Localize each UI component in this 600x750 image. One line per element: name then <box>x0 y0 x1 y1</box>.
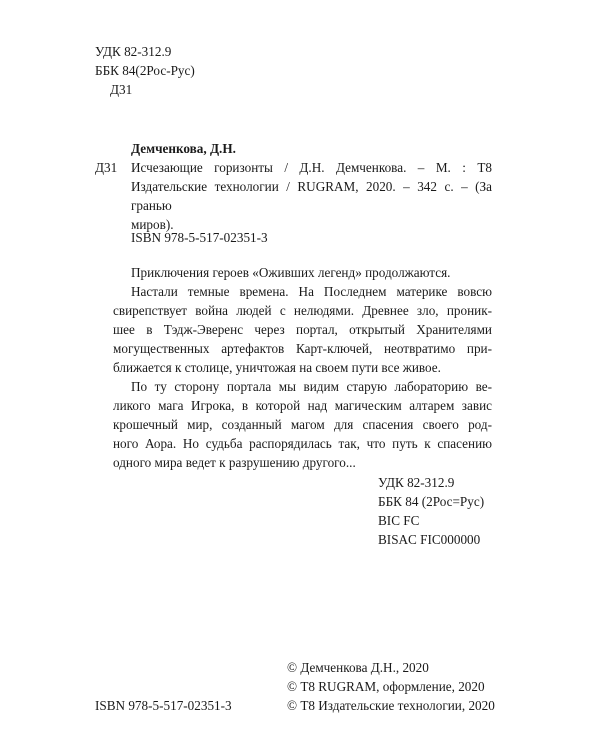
author-mark: Д31 <box>95 160 118 175</box>
annotation-line: могущественных артефактов Карт-ключей, неотвратимо при- <box>113 341 492 356</box>
annotation-paragraph-3 <box>113 377 492 472</box>
annotation-line: свирепствует война людей с нелюдями. Древнее зло, проник- <box>113 303 492 318</box>
description-line: Издательские технологии / RUGRAM, 2020. – 342 с. – (За гранью <box>131 179 492 213</box>
annotation-paragraph-1: Приключения героев «Оживших легенд» продолжаются. <box>131 265 451 280</box>
copyright-author: © Демченкова Д.Н., 2020 <box>287 660 429 675</box>
author-mark-top: Д31 <box>110 82 133 97</box>
annotation-line: Настали темные времена. На Последнем материке вовсю <box>131 284 492 299</box>
copyright-publisher: © Т8 Издательские технологии, 2020 <box>287 698 495 713</box>
author-name: Демченкова, Д.Н. <box>131 141 236 156</box>
annotation-line: шее в Тэдж-Эверенс через портал, открытый Хранителями <box>113 322 492 337</box>
annotation-line: ного Аора. Но судьба распорядилась так, что путь к спасению <box>113 436 492 451</box>
bibliographic-description <box>131 158 492 234</box>
annotation-line: ближается к столице, уничтожая на своем пути все живое. <box>113 360 441 375</box>
udk-code: УДК 82-312.9 <box>378 475 455 490</box>
bbk-code: ББК 84 (2Рос=Рус) <box>378 494 485 509</box>
isbn-footer: ISBN 978-5-517-02351-3 <box>95 698 232 713</box>
annotation-line: одного мира ведет к разрушению другого... <box>113 455 356 470</box>
description-line: Исчезающие горизонты / Д.Н. Демченкова. – М. : Т8 <box>131 160 492 175</box>
udk-code-top: УДК 82-312.9 <box>95 44 172 59</box>
annotation-line: ликого мага Игрока, в которой над магическим алтарем завис <box>113 398 492 413</box>
annotation-paragraph-2 <box>113 282 492 377</box>
copyright-design: © Т8 RUGRAM, оформление, 2020 <box>287 679 485 694</box>
annotation-line: крошечный мир, созданный магом для спасения своего род- <box>113 417 492 432</box>
bbk-code-top: ББК 84(2Рос-Рус) <box>95 63 195 78</box>
annotation-line: По ту сторону портала мы видим старую лабораторию ве- <box>131 379 492 394</box>
isbn-record: ISBN 978-5-517-02351-3 <box>131 230 268 245</box>
bisac-code: BISAC FIC000000 <box>378 532 481 547</box>
bic-code: BIC FC <box>378 513 420 528</box>
description-line: миров). <box>131 217 174 232</box>
